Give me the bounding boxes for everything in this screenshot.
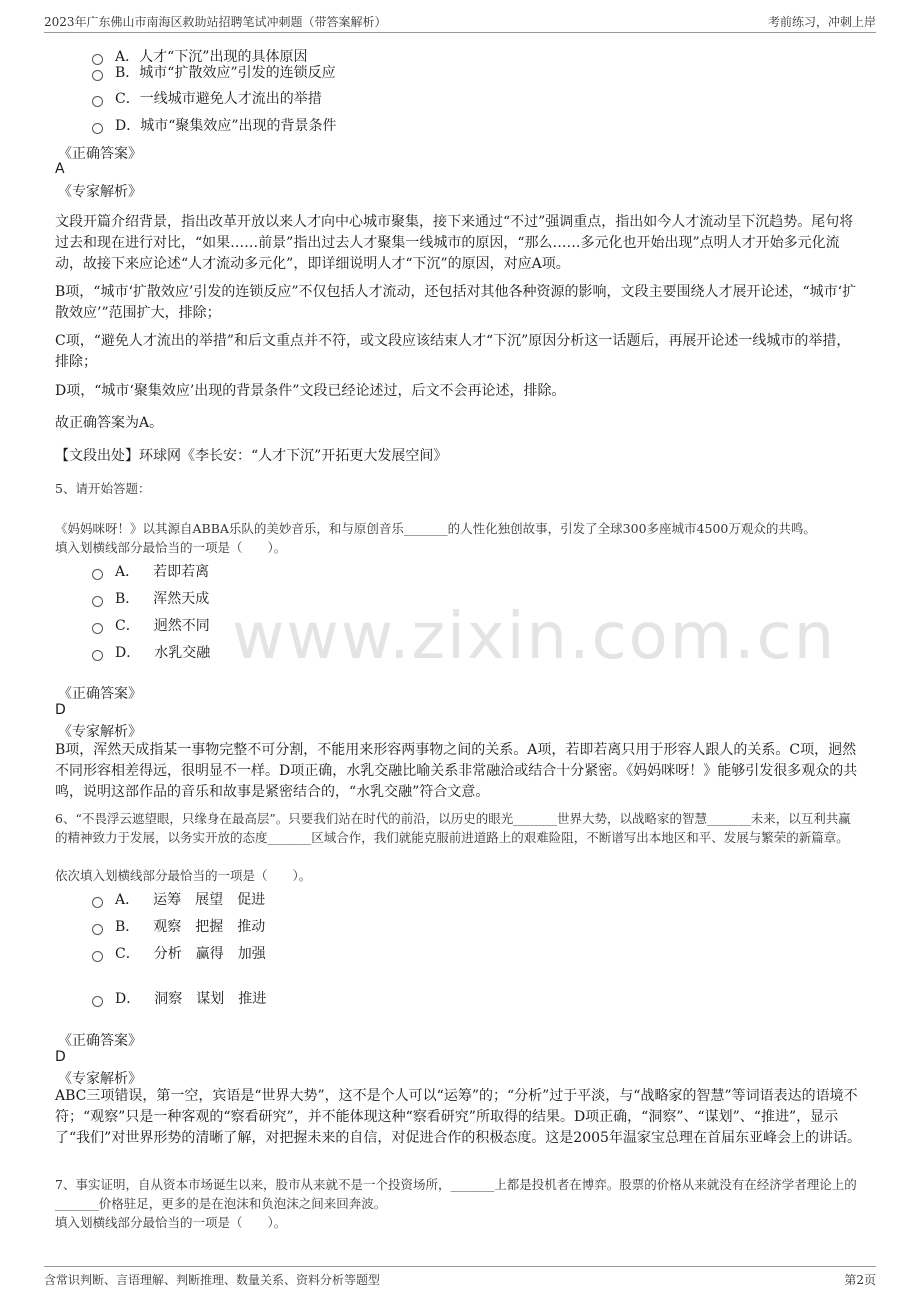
q6-instruction: 依次填入划横线部分最恰当的一项是（ ）。 [55, 868, 312, 883]
radio-icon[interactable] [92, 596, 103, 607]
q5-analysis-label: 《专家解析》 [58, 724, 142, 740]
footer-subjects: 含常识判断、言语理解、判断推理、数量关系、资料分析等题型 [44, 1272, 381, 1287]
q4-option-c[interactable]: C． 一线城市避免人才流出的举措 [92, 88, 322, 108]
q4-source: 【文段出处】环球网《李长安：“人才下沉”开拓更大发展空间》 [55, 448, 448, 464]
q6-option-b[interactable]: B． 观察 把握 推动 [92, 916, 265, 936]
q4-answer: A [55, 161, 65, 177]
q4-answer-label: 《正确答案》 [58, 146, 142, 162]
radio-icon[interactable] [92, 569, 103, 580]
radio-icon[interactable] [92, 70, 103, 81]
radio-icon[interactable] [92, 897, 103, 908]
document-title: 2023年广东佛山市南海区救助站招聘笔试冲刺题（带答案解析） [44, 14, 387, 29]
q6-analysis: ABC三项错误，第一空，宾语是“世界大势”，这不是个人可以“运筹”的；“分析”过于平淡，与“战略家的智慧”等词语表达的语境不符；“观察”只是一种客观的“察看研究”，并不能体现这种“察看研究”所取得的结果。D项正确，“洞察”、“谋划”、“推进”，显示了“我们”对世界形势的清晰了解，对把握未来的自信，对促进合作的积极态度。这是2005年温家宝总理在首届东亚峰会上的讲话。 [55, 1088, 861, 1146]
q4-option-d[interactable]: D． 城市“聚集效应”出现的背景条件 [92, 115, 337, 135]
page-header [44, 10, 876, 33]
header-slogan: 考前练习，冲刺上岸 [767, 14, 876, 29]
q4-analysis-p5: 故正确答案为A。 [55, 415, 164, 431]
radio-icon[interactable] [92, 924, 103, 935]
q6-answer-label: 《正确答案》 [58, 1033, 142, 1049]
q5-option-b[interactable]: B． 浑然天成 [92, 588, 209, 608]
radio-icon[interactable] [92, 623, 103, 634]
page-footer [44, 1266, 876, 1291]
q4-analysis-p3: C项，“避免人才流出的举措”和后文重点并不符，或文段应该结束人才“下沉”原因分析这一话题后，再展开论述一线城市的举措，排除； [55, 333, 851, 370]
q5-option-a[interactable]: A． 若即若离 [92, 561, 209, 581]
q4-option-b[interactable]: B． 城市“扩散效应”引发的连锁反应 [92, 62, 336, 82]
q4-option-a[interactable]: A． 人才“下沉”出现的具体原因 [92, 46, 307, 66]
q4-analysis-p1: 文段开篇介绍背景，指出改革开放以来人才向中心城市聚集，接下来通过“不过”强调重点，指出如今人才流动呈下沉趋势。尾句将过去和现在进行对比，“如果……前景”指出过去人才聚集一线城市的原因，“那么……多元化也开始出现”点明人才开始多元化流动，故接下来应论述“人才流动多元化”，即详细说明人才“下沉”的原因，对应A项。 [55, 214, 854, 272]
q5-instruction: 填入划横线部分最恰当的一项是（ ）。 [55, 540, 287, 555]
watermark: www.zixin.com.cn [232, 600, 837, 674]
q6-answer: D [55, 1049, 66, 1065]
radio-icon[interactable] [92, 96, 103, 107]
radio-icon[interactable] [92, 951, 103, 962]
q5-analysis: B项，浑然天成指某一事物完整不可分割，不能用来形容两事物之间的关系。A项，若即若离只用于形容人跟人的关系。C项，迥然不同形容相差得远，很明显不一样。D项正确，水乳交融比喻关系非常融洽或结合十分紧密。《妈妈咪呀！》能够引发很多观众的共鸣，说明这部作品的音乐和故事是紧密结合的，“水乳交融”符合文意。 [55, 742, 858, 800]
q4-analysis-label: 《专家解析》 [58, 184, 142, 200]
q6-analysis-label: 《专家解析》 [58, 1071, 142, 1087]
q7-stem: 7、事实证明，自从资本市场诞生以来，股市从来就不是一个投资场所，_______上都是投机者在博弈。股票的价格从来就没有在经济学者理论上的_______价格驻足，更多的是在泡沫和负泡沫之间来回奔波。 [55, 1177, 857, 1211]
page-number: 第2页 [844, 1272, 876, 1287]
q5-prompt: 5、请开始答题： [55, 481, 151, 496]
q7-instruction: 填入划横线部分最恰当的一项是（ ）。 [55, 1215, 287, 1230]
q5-option-c[interactable]: C． 迥然不同 [92, 615, 210, 635]
q5-answer-label: 《正确答案》 [58, 686, 142, 702]
q6-option-a[interactable]: A． 运筹 展望 促进 [92, 889, 265, 909]
radio-icon[interactable] [92, 996, 103, 1007]
q6-stem: 6、“不畏浮云遮望眼，只缘身在最高层”。只要我们站在时代的前沿，以历史的眼光_______世界大势，以战略家的智慧_______未来，以互利共赢的精神致力于发展，以务实开放的态度_______区域合作，我们就能克服前进道路上的艰难险阻，不断谱写出本地区和平、发展与繁荣的新篇章。 [55, 811, 851, 845]
radio-icon[interactable] [92, 123, 103, 134]
q5-stem: 《妈妈咪呀！》以其源自ABBA乐队的美妙音乐，和与原创音乐_______的人性化独创故事，引发了全球300多座城市4500万观众的共鸣。 [55, 521, 816, 536]
radio-icon[interactable] [92, 650, 103, 661]
q4-analysis-p2: B项，“城市‘扩散效应’引发的连锁反应”不仅包括人才流动，还包括对其他各种资源的影响，文段主要围绕人才展开论述，“城市‘扩散效应’”范围扩大，排除； [55, 284, 857, 321]
q4-analysis-p4: D项，“城市‘聚集效应’出现的背景条件”文段已经论述过，后文不会再论述，排除。 [55, 383, 566, 399]
q5-option-d[interactable]: D． 水乳交融 [92, 642, 210, 662]
q6-option-c[interactable]: C． 分析 赢得 加强 [92, 943, 266, 963]
q6-option-d[interactable]: D． 洞察 谋划 推进 [92, 988, 266, 1008]
q5-answer: D [55, 702, 66, 718]
